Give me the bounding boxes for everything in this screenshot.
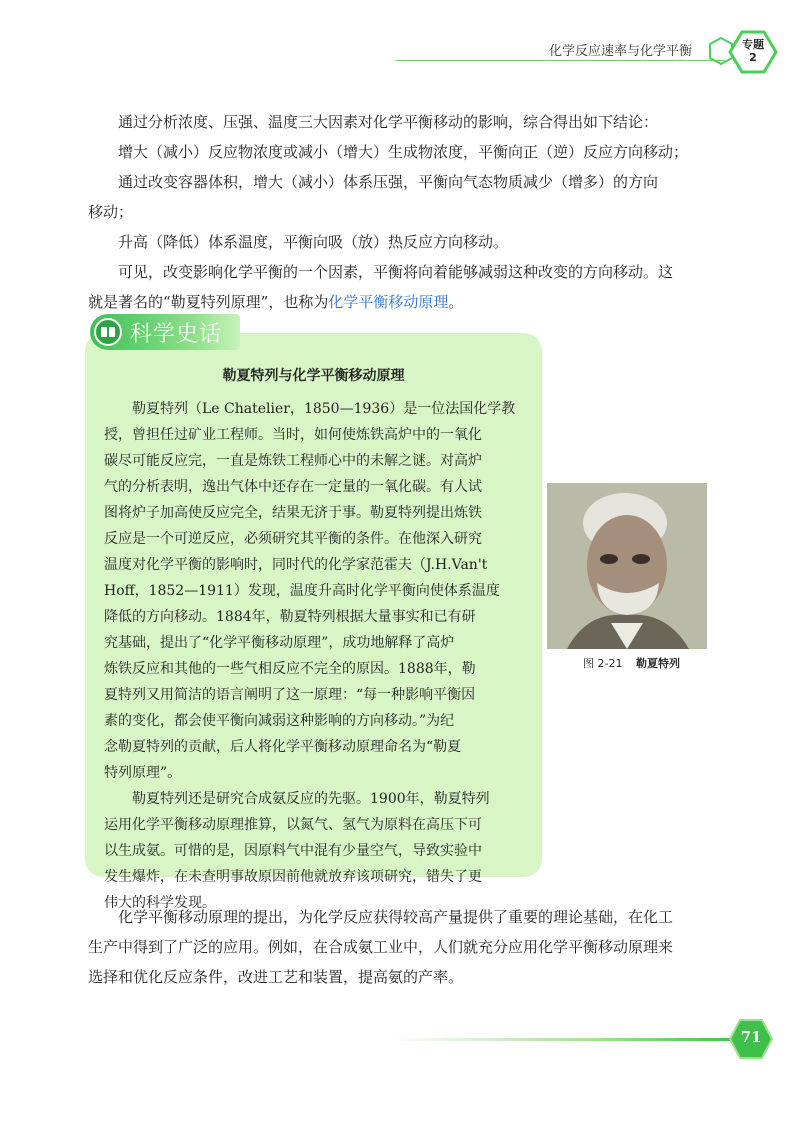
text-line: 勒夏特列（Le Chatelier，1850—1936）是一位法国化学教 — [132, 401, 516, 417]
text-line: 夏特列又用简洁的语言阐明了这一原理：“每一种影响平衡因 — [104, 687, 476, 703]
section-banner-label: 科学史话 — [130, 322, 223, 347]
text-line: 素的变化，都会使平衡向减弱这种影响的方向移动。”为纪 — [104, 713, 455, 729]
figure-caption — [583, 655, 680, 671]
page-number: 71 — [740, 1028, 762, 1046]
text-line: 以生成氨。可惜的是，因原料气中混有少量空气，导致实验中 — [104, 843, 482, 859]
closing-line-3: 选择和优化反应条件，改进工艺和装置，提高氨的产率。 — [88, 968, 464, 986]
running-header: 化学反应速率与化学平衡 — [548, 44, 692, 59]
text-line: 伟大的科学发现。 — [104, 895, 216, 911]
book-icon — [94, 318, 122, 346]
figure-number: 图 2-21 — [583, 657, 623, 670]
intro-paragraph-3-line-2: 移动； — [88, 203, 134, 221]
portrait-illustration — [547, 483, 707, 649]
chapter-badge — [735, 38, 771, 64]
chapter-number: 2 — [749, 51, 757, 64]
text-line: 念勒夏特列的贡献，后人将化学平衡移动原理命名为“勒夏 — [104, 739, 462, 755]
chapter-label: 专题 — [742, 38, 764, 51]
text-line: 降低的方向移动。1884年，勒夏特列根据大量事实和已有研 — [104, 609, 476, 625]
text-line: 图将炉子加高使反应完全，结果无济于事。勒夏特列提出炼铁 — [104, 505, 482, 521]
text-line: 温度对化学平衡的影响时，同时代的化学家范霍夫（J.H.Van't — [104, 557, 488, 573]
text-line: 特列原理”。 — [104, 765, 182, 781]
intro-text: 就是著名的“勒夏特列原理”，也称为 — [88, 293, 329, 311]
intro-section — [88, 107, 718, 317]
closing-line-2: 生产中得到了广泛的应用。例如，在合成氨工业中，人们就充分应用化学平衡移动原理来 — [88, 938, 674, 956]
term-highlight: 化学平衡移动原理 — [328, 293, 449, 311]
text-line: 气的分析表明，逸出气体中还存在一定量的一氧化碳。有人试 — [104, 479, 482, 495]
intro-paragraph-1: 通过分析浓度、压强、温度三大因素对化学平衡移动的影响，综合得出如下结论： — [118, 113, 659, 131]
portrait-photo — [547, 483, 707, 649]
text-line: 发生爆炸，在未查明事故原因前他就放弃该项研究，错失了更 — [104, 869, 482, 885]
figure-title: 勒夏特列 — [635, 657, 680, 670]
panel-paragraph-2 — [104, 786, 528, 916]
panel-body — [104, 396, 528, 916]
footer-rule — [390, 1038, 740, 1041]
intro-paragraph-3-line-1: 通过改变容器体积，增大（减小）体系压强，平衡向气态物质减少（增多）的方向 — [118, 173, 659, 191]
text-line: Hoff，1852—1911）发现，温度升高时化学平衡向使体系温度 — [104, 583, 500, 599]
intro-paragraph-2: 增大（减小）反应物浓度或减小（增大）生成物浓度，平衡向正（逆）反应方向移动； — [118, 143, 689, 161]
text-line: 反应是一个可逆反应，必须研究其平衡的条件。在他深入研究 — [104, 531, 482, 547]
text-line: 授，曾担任过矿业工程师。当时，如何使炼铁高炉中的一氧化 — [104, 427, 482, 443]
intro-paragraph-4: 升高（降低）体系温度，平衡向吸（放）热反应方向移动。 — [118, 233, 509, 251]
text-line: 勒夏特列还是研究合成氨反应的先驱。1900年，勒夏特列 — [132, 791, 490, 807]
text-line: 究基础，提出了“化学平衡移动原理”，成功地解释了高炉 — [104, 635, 455, 651]
closing-line-1: 化学平衡移动原理的提出，为化学反应获得较高产量提供了重要的理论基础，在化工 — [118, 908, 674, 926]
intro-text-end: 。 — [448, 293, 464, 311]
header-rule — [395, 60, 725, 61]
text-line: 碳尽可能反应完，一直是炼铁工程师心中的未解之谜。对高炉 — [104, 453, 482, 469]
text-line: 炼铁反应和其他的一些气相反应不完全的原因。1888年，勒 — [104, 661, 476, 677]
intro-paragraph-5-line-1: 可见，改变影响化学平衡的一个因素，平衡将向着能够减弱这种改变的方向移动。这 — [118, 263, 674, 281]
intro-paragraph-5-line-2 — [88, 287, 718, 317]
panel-paragraph-1 — [104, 396, 528, 786]
panel-title: 勒夏特列与化学平衡移动原理 — [222, 368, 405, 384]
text-line: 运用化学平衡移动原理推算，以氮气、氢气为原料在高压下可 — [104, 817, 482, 833]
